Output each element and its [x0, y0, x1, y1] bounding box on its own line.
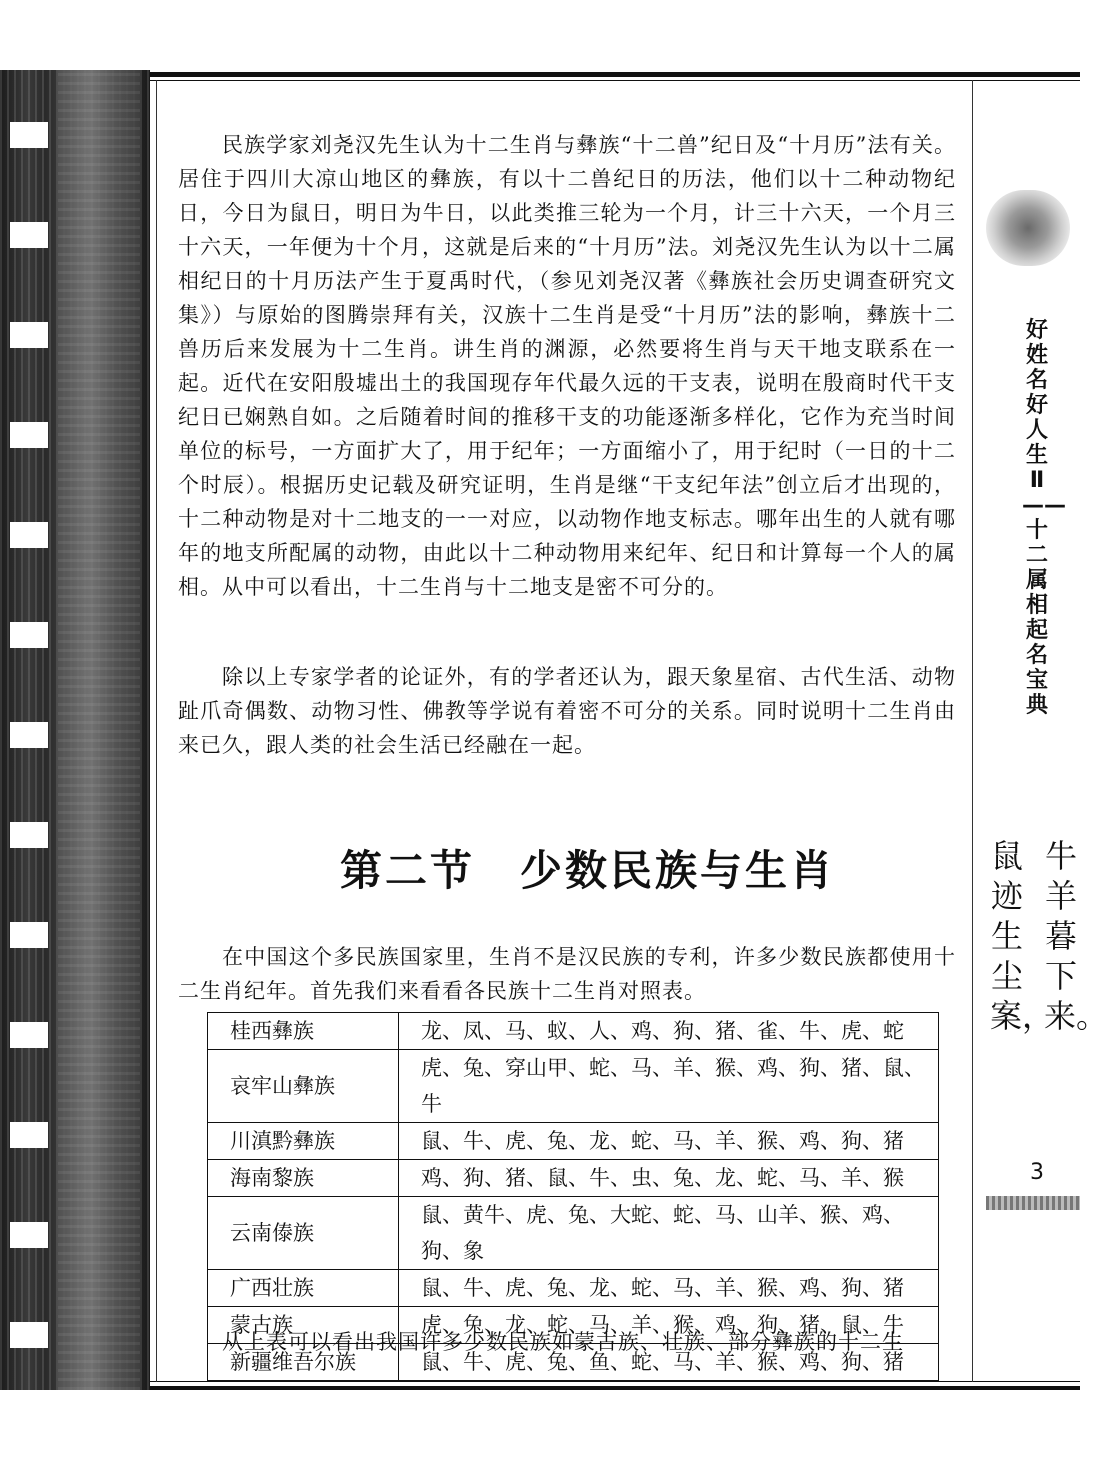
- poem-column: 牛羊暮下来。: [1044, 837, 1108, 1035]
- poem-column: 鼠迹生尘案，: [990, 837, 1055, 1035]
- bottom-rule: [150, 1386, 1080, 1390]
- body-paragraph: 民族学家刘尧汉先生认为十二生肖与彝族“十二兽”纪日及“十月历”法有关。居住于四川大凉山地区的彝族，有以十二兽纪日的历法，他们以十二种动物纪日，今日为鼠日，明日为牛日，以此类推三轮为一个月，计三十六天，一个月三十六天，一年便为十个月，这就是后来的“十月历”法。刘尧汉先生认为以十二属相纪日的十月历法产生于夏禹时代，（参见刘尧汉著《彝族社会历史调查研究文集》）与原始的图腾崇拜有关，汉族十二生肖是受“十月历”法的影响，彝族十二兽历后来发展为十二生肖。讲生肖的渊源，必然要将生肖与天干地支联系在一起。近代在安阳殷墟出土的我国现存年代最久远的干支表，说明在殷商时代干支纪日已娴熟自如。之后随着时间的推移干支的功能逐渐多样化，它作为充当时间单位的标号，一方面扩大了，用于纪年；一方面缩小了，用于纪时（一日的十二个时辰）。根据历史记载及研究证明，生肖是继“干支纪年法”创立后才出现的，十二种动物是对十二地支的一一对应，以动物作地支标志。哪年出生的人就有哪年的地支所配属的动物，由此以十二种动物用来纪年、纪日和计算每一个人的属相。从中可以看出，十二生肖与十二地支是密不可分的。: [178, 133, 956, 599]
- top-rule: [150, 72, 1080, 77]
- film-sprocket-hole: [10, 222, 48, 248]
- page-number: 3: [1030, 1160, 1044, 1185]
- film-sprocket-hole: [10, 122, 48, 148]
- tribe-cell: 哀牢山彝族: [208, 1050, 399, 1123]
- film-sprocket-hole: [10, 922, 48, 948]
- animals-cell: 鼠、牛、虎、兔、龙、蛇、马、羊、猴、鸡、狗、猪: [399, 1123, 939, 1160]
- animals-cell: 虎、兔、穿山甲、蛇、马、羊、猴、鸡、狗、猪、鼠、牛: [399, 1050, 939, 1123]
- film-sprocket-hole: [10, 1222, 48, 1248]
- tribe-cell: 蒙古族: [208, 1307, 399, 1344]
- animals-cell: 鼠、牛、虎、兔、鱼、蛇、马、羊、猴、鸡、狗、猪: [399, 1344, 939, 1381]
- table-row: [208, 1270, 939, 1307]
- tribe-cell: 桂西彝族: [208, 1013, 399, 1050]
- book-title-vertical: 好姓名好人生Ⅱ——十二属相起名宝典: [1022, 318, 1066, 718]
- film-sprocket-hole: [10, 1022, 48, 1048]
- zodiac-emblem-image: [986, 190, 1070, 266]
- table-row: [208, 1197, 939, 1270]
- bottom-rule-thin: [150, 1381, 1080, 1382]
- table-row: [208, 1160, 939, 1197]
- tribe-cell: 广西壮族: [208, 1270, 399, 1307]
- animals-cell: 龙、凤、马、蚁、人、鸡、狗、猪、雀、牛、虎、蛇: [399, 1013, 939, 1050]
- film-sprocket-hole: [10, 322, 48, 348]
- animals-cell: 鼠、黄牛、虎、兔、大蛇、蛇、马、山羊、猴、鸡、狗、象: [399, 1197, 939, 1270]
- film-strip-decoration: [0, 70, 150, 1390]
- animals-cell: 鸡、狗、猪、鼠、牛、虫、兔、龙、蛇、马、羊、猴: [399, 1160, 939, 1197]
- tribe-cell: 新疆维吾尔族: [208, 1344, 399, 1381]
- animals-cell: 虎、兔、龙、蛇、马、羊、猴、鸡、狗、猪、鼠、牛: [399, 1307, 939, 1344]
- film-sprocket-hole: [10, 1322, 48, 1348]
- animals-cell: 鼠、牛、虎、兔、龙、蛇、马、羊、猴、鸡、狗、猪: [399, 1270, 939, 1307]
- body-paragraph: 在中国这个多民族国家里，生肖不是汉民族的专利，许多少数民族都使用十二生肖纪年。首先我们来看看各民族十二生肖对照表。: [178, 945, 956, 1003]
- text-frame-right: [972, 80, 973, 1382]
- text-frame-left: [156, 80, 157, 1382]
- film-sprocket-hole: [10, 822, 48, 848]
- body-paragraph: 除以上专家学者的论证外，有的学者还认为，跟天象星宿、古代生活、动物趾爪奇偶数、动物习性、佛教等学说有着密不可分的关系。同时说明十二生肖由来已久，跟人类的社会生活已经融在一起。: [178, 665, 956, 757]
- tribe-cell: 海南黎族: [208, 1160, 399, 1197]
- body-paragraph: 从上表可以看出我国许多少数民族如蒙古族、壮族、部分彝族的十二生: [222, 1330, 904, 1354]
- film-sprocket-hole: [10, 422, 48, 448]
- table-row: [208, 1050, 939, 1123]
- film-strip-image: [58, 70, 140, 1390]
- film-sprocket-hole: [10, 722, 48, 748]
- table-row: [208, 1013, 939, 1050]
- section-heading: 第二节 少数民族与生肖: [340, 846, 836, 895]
- page-number-bar: [986, 1196, 1080, 1210]
- table-row: [208, 1123, 939, 1160]
- top-rule-thin: [150, 80, 1080, 81]
- film-sprocket-hole: [10, 522, 48, 548]
- film-sprocket-hole: [10, 622, 48, 648]
- tribe-cell: 云南傣族: [208, 1197, 399, 1270]
- tribe-cell: 川滇黔彝族: [208, 1123, 399, 1160]
- film-sprocket-hole: [10, 1122, 48, 1148]
